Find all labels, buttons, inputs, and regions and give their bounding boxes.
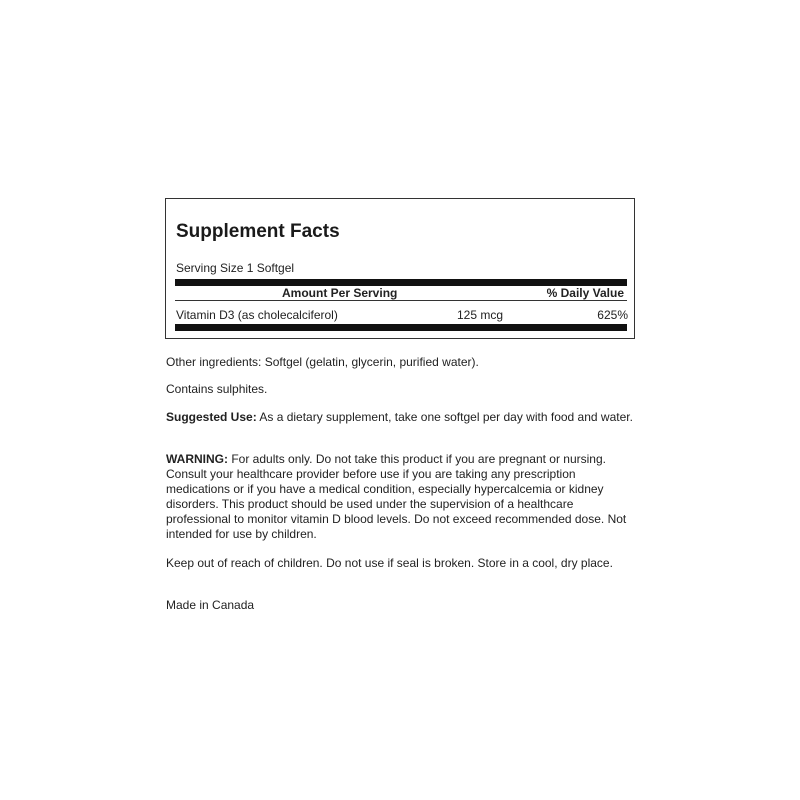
nutrient-daily-value: 625%: [597, 308, 628, 322]
warning-text: For adults only. Do not take this product if you are pregnant or nursing. Consult your healthcare provider before use if you are taking any prescription medications or if you have a medical condition, especially hypercalcemia or kidney disorders. This product should be used under the supervision of a healthcare professional to monitor vitamin D blood levels. Do not exceed recommended dose. Not intended for use by children.: [166, 452, 627, 541]
nutrient-amount: 125 mcg: [457, 308, 504, 322]
facts-title: Supplement Facts: [176, 221, 340, 242]
made-in: Made in Canada: [166, 598, 255, 612]
sulphites-notice: Contains sulphites.: [166, 382, 268, 396]
storage-instructions: Keep out of reach of children. Do not use if seal is broken. Store in a cool, dry place.: [166, 556, 613, 570]
supplement-facts-panel: [165, 198, 635, 339]
warning-label: WARNING:: [166, 452, 228, 466]
suggested-use-label: Suggested Use:: [166, 410, 257, 424]
thick-divider-top: [175, 279, 627, 286]
header-amount-per-serving: Amount Per Serving: [282, 286, 398, 300]
suggested-use-text: As a dietary supplement, take one softgel per day with food and water.: [256, 410, 633, 424]
other-ingredients: Other ingredients: Softgel (gelatin, glycerin, purified water).: [166, 355, 479, 369]
warning: [166, 452, 640, 542]
serving-size: Serving Size 1 Softgel: [176, 261, 295, 275]
thin-divider: [175, 300, 627, 301]
suggested-use: [166, 410, 640, 425]
header-daily-value: % Daily Value: [546, 286, 624, 300]
nutrient-name: Vitamin D3 (as cholecalciferol): [176, 308, 338, 322]
thick-divider-bottom: [175, 324, 627, 331]
